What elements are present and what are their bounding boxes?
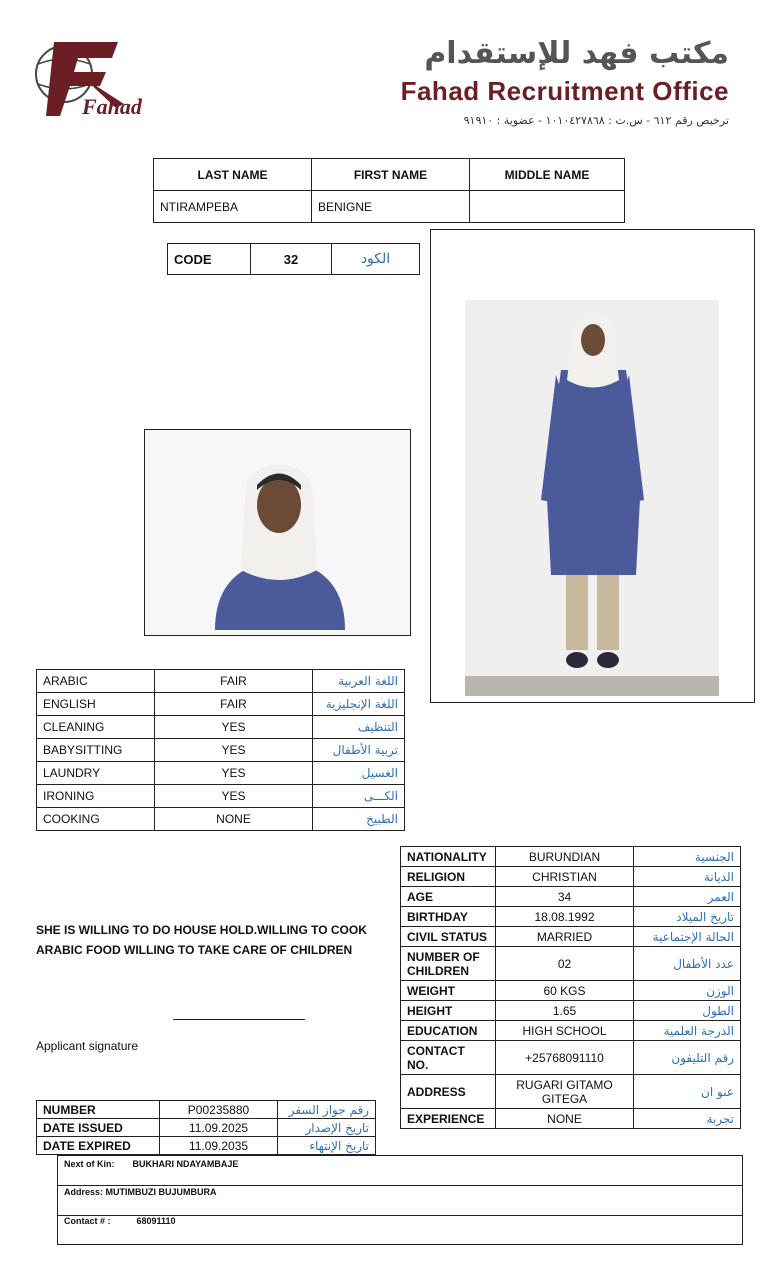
skill-row-value: NONE xyxy=(155,808,313,831)
code-table xyxy=(167,243,420,275)
first-name-label: FIRST NAME xyxy=(312,159,470,191)
kin-contact-label: Contact # : xyxy=(64,1216,111,1226)
detail-row-label: ADDRESS xyxy=(401,1075,496,1109)
code-value: 32 xyxy=(251,244,332,275)
passport-row-value: P00235880 xyxy=(160,1101,278,1119)
detail-row-label: HEIGHT xyxy=(401,1001,496,1021)
name-table xyxy=(153,158,625,223)
detail-row-label: CIVIL STATUS xyxy=(401,927,496,947)
skill-row xyxy=(37,716,405,739)
skill-row-label-arabic: اللغة الإنجليزية xyxy=(313,693,405,716)
skill-row-label: ENGLISH xyxy=(37,693,155,716)
detail-row xyxy=(401,907,741,927)
detail-row-value: BURUNDIAN xyxy=(496,847,634,867)
detail-row xyxy=(401,1021,741,1041)
detail-row-value: MARRIED xyxy=(496,927,634,947)
passport-table xyxy=(36,1100,376,1155)
detail-row-label: BIRTHDAY xyxy=(401,907,496,927)
skill-row-label: COOKING xyxy=(37,808,155,831)
last-name-value: NTIRAMPEBA xyxy=(154,191,312,223)
skill-row-value: FAIR xyxy=(155,693,313,716)
detail-row-label-arabic: تاريخ الميلاد xyxy=(634,907,741,927)
skill-row-value: FAIR xyxy=(155,670,313,693)
detail-row-label-arabic: الطول xyxy=(634,1001,741,1021)
detail-row-value: 60 KGS xyxy=(496,981,634,1001)
kin-address-row xyxy=(58,1187,742,1216)
passport-row xyxy=(37,1119,376,1137)
kin-address-value: MUTIMBUZI BUJUMBURA xyxy=(105,1187,217,1197)
skill-row-label: IRONING xyxy=(37,785,155,808)
skill-row-label-arabic: تربية الأطفال xyxy=(313,739,405,762)
applicant-portrait-photo xyxy=(144,429,411,636)
detail-row-value: RUGARI GITAMO GITEGA xyxy=(496,1075,634,1109)
detail-row xyxy=(401,1075,741,1109)
detail-row-label: EXPERIENCE xyxy=(401,1109,496,1129)
detail-row xyxy=(401,847,741,867)
skill-row xyxy=(37,739,405,762)
detail-row-label-arabic: الوزن xyxy=(634,981,741,1001)
detail-row-label: EDUCATION xyxy=(401,1021,496,1041)
detail-row-label: AGE xyxy=(401,887,496,907)
skill-row xyxy=(37,762,405,785)
passport-row-label: DATE ISSUED xyxy=(37,1119,160,1137)
middle-name-label: MIDDLE NAME xyxy=(470,159,625,191)
detail-row-label-arabic: عدد الأطفال xyxy=(634,947,741,981)
detail-row-value: NONE xyxy=(496,1109,634,1129)
skill-row xyxy=(37,785,405,808)
logo-text: Fahad xyxy=(82,94,142,119)
detail-row-label-arabic: عنو ان xyxy=(634,1075,741,1109)
detail-row-label: CONTACT NO. xyxy=(401,1041,496,1075)
passport-row xyxy=(37,1137,376,1155)
remarks-text: SHE IS WILLING TO DO HOUSE HOLD.WILLING TO COOK ARABIC FOOD WILLING TO TAKE CARE OF CHILDREN xyxy=(36,923,367,957)
kin-contact-value: 68091110 xyxy=(136,1216,176,1226)
passport-row-value: 11.09.2035 xyxy=(160,1137,278,1155)
applicant-full-body-photo xyxy=(430,229,755,703)
code-label: CODE xyxy=(168,244,251,275)
skill-row-label: CLEANING xyxy=(37,716,155,739)
signature-line xyxy=(173,1019,305,1020)
skill-row-label: BABYSITTING xyxy=(37,739,155,762)
detail-row-label-arabic: الديانة xyxy=(634,867,741,887)
detail-row-value: 1.65 xyxy=(496,1001,634,1021)
last-name-label: LAST NAME xyxy=(154,159,312,191)
passport-row-label-arabic: تاريخ الإنتهاء xyxy=(278,1137,376,1155)
skills-table xyxy=(36,669,405,831)
skill-row-label: ARABIC xyxy=(37,670,155,693)
skill-row-label-arabic: اللغة العربية xyxy=(313,670,405,693)
skill-row-label: LAUNDRY xyxy=(37,762,155,785)
details-table xyxy=(400,846,741,1129)
detail-row-value: CHRISTIAN xyxy=(496,867,634,887)
skill-row-value: YES xyxy=(155,762,313,785)
license-text: ترخيص رقم ٦١٢ - س.ت : ١٠١٠٤٢٧٨٦٨ - عضوية : ٩١٩١٠ xyxy=(463,114,729,127)
passport-row-label-arabic: رقم جواز السفر xyxy=(278,1101,376,1119)
detail-row-label: NATIONALITY xyxy=(401,847,496,867)
skill-row-label-arabic: الطبيخ xyxy=(313,808,405,831)
detail-row-label: NUMBER OF CHILDREN xyxy=(401,947,496,981)
passport-row-value: 11.09.2025 xyxy=(160,1119,278,1137)
detail-row-label: WEIGHT xyxy=(401,981,496,1001)
detail-row-value: +25768091110 xyxy=(496,1041,634,1075)
detail-row-label-arabic: الحالة الإجتماعية xyxy=(634,927,741,947)
detail-row-label-arabic: العمر xyxy=(634,887,741,907)
skill-row-label-arabic: الغسيل xyxy=(313,762,405,785)
detail-row xyxy=(401,927,741,947)
next-of-kin-box xyxy=(57,1155,743,1245)
code-label-arabic: الكود xyxy=(332,244,420,275)
passport-row xyxy=(37,1101,376,1119)
skill-row-value: YES xyxy=(155,785,313,808)
detail-row-label-arabic: الجنسية xyxy=(634,847,741,867)
kin-name-row xyxy=(58,1159,742,1186)
skill-row-label-arabic: الكـــى xyxy=(313,785,405,808)
passport-row-label: NUMBER xyxy=(37,1101,160,1119)
skill-row xyxy=(37,693,405,716)
fahad-logo xyxy=(34,34,144,126)
detail-row xyxy=(401,887,741,907)
detail-row-value: 02 xyxy=(496,947,634,981)
office-name-arabic: مكتب فهد للإستقدام xyxy=(424,36,729,71)
kin-name-value: BUKHARI NDAYAMBAJE xyxy=(132,1159,239,1169)
passport-row-label: DATE EXPIRED xyxy=(37,1137,160,1155)
detail-row xyxy=(401,981,741,1001)
middle-name-value xyxy=(470,191,625,223)
detail-row xyxy=(401,1001,741,1021)
detail-row xyxy=(401,867,741,887)
detail-row-value: 18.08.1992 xyxy=(496,907,634,927)
detail-row-label-arabic: الدرجة العلمية xyxy=(634,1021,741,1041)
skill-row-value: YES xyxy=(155,716,313,739)
detail-row-label-arabic: تجربة xyxy=(634,1109,741,1129)
skill-row xyxy=(37,808,405,831)
detail-row-value: 34 xyxy=(496,887,634,907)
detail-row-label-arabic: رقم التليفون xyxy=(634,1041,741,1075)
detail-row xyxy=(401,1109,741,1129)
skill-row xyxy=(37,670,405,693)
detail-row xyxy=(401,947,741,981)
kin-address-label: Address: xyxy=(64,1187,104,1197)
detail-row-label: RELIGION xyxy=(401,867,496,887)
kin-name-label: Next of Kin: xyxy=(64,1159,115,1169)
skill-row-value: YES xyxy=(155,739,313,762)
signature-label: Applicant signature xyxy=(36,1039,139,1053)
detail-row-value: HIGH SCHOOL xyxy=(496,1021,634,1041)
passport-row-label-arabic: تاريخ الإصدار xyxy=(278,1119,376,1137)
skill-row-label-arabic: التنظيف xyxy=(313,716,405,739)
kin-contact-row xyxy=(58,1216,742,1242)
first-name-value: BENIGNE xyxy=(312,191,470,223)
office-name-english: Fahad Recruitment Office xyxy=(400,76,729,106)
detail-row xyxy=(401,1041,741,1075)
